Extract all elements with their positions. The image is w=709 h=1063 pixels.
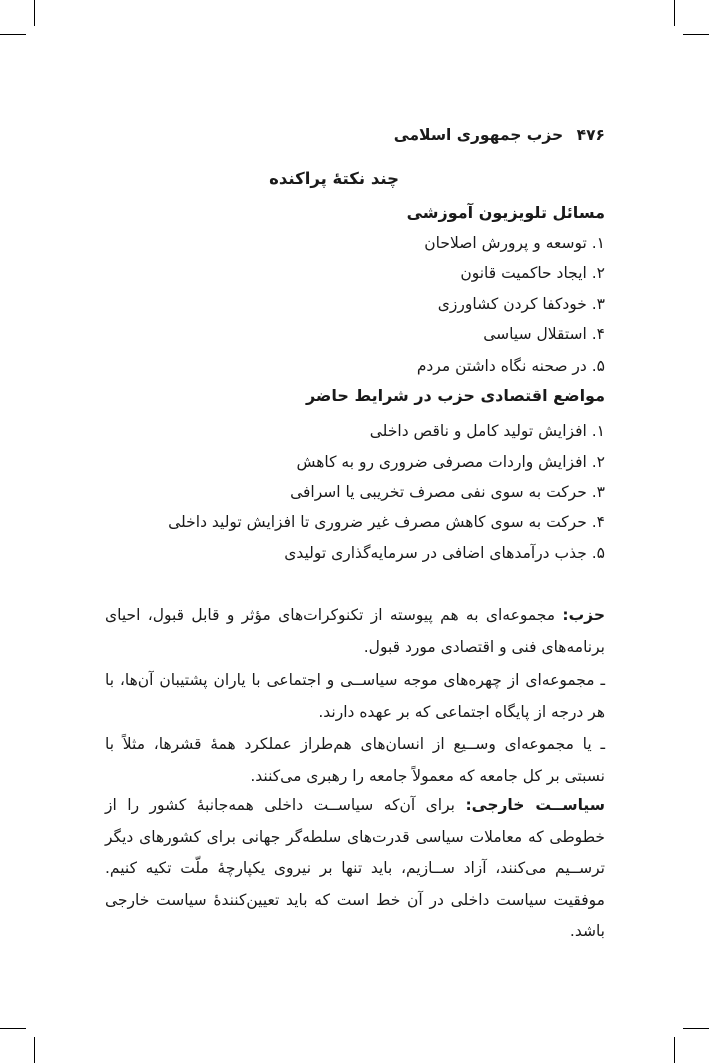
definition-hezb-alt-1: ـ مجموعه‌ای از چهره‌های موجه سیاســی و اجتماعی با یاران پشتیبان آن‌ها، با هر درجه از پایگاه اجتماعی که بر عهده دارند.	[105, 671, 605, 721]
list-item: ۲. افزایش واردات مصرفی ضروری رو به کاهش	[296, 453, 605, 471]
list-item: ۱. توسعه و پرورش اصلاحان	[424, 234, 605, 252]
list-item: ۴. حرکت به سوی کاهش مصرف غیر ضروری تا افزایش تولید داخلی	[168, 513, 605, 531]
list-heading-education-tv: مسائل تلویزیون آموزشی	[406, 203, 605, 222]
definition-term: سیاســت خارجی:	[465, 796, 605, 814]
definition-hezb-alt-2: ـ یا مجموعه‌ای وســیع از انسان‌های هم‌طراز عملکرد همهٔ قشرها، مثلاً با نسبتی بر کل جامعه که معمولاً جامعه را رهبری می‌کنند.	[105, 735, 605, 785]
running-header	[394, 124, 605, 146]
page-number: ۴۷۶	[576, 126, 605, 144]
definition-text: برای آن‌که سیاســت داخلی همه‌جانبهٔ کشور را از خطوطی که معاملات سیاسی قدرت‌های سلطه‌گر جهانی برای کشورهای دیگر ترســیم می‌کنند، آزاد ســازیم، باید تنها بر نیروی یکپارچهٔ ملّت تکیه کنیم. موفقیت سیاست داخلی در آن خط است که باید تعیین‌کنندهٔ سیاست خارجی باشد.	[105, 796, 605, 941]
list-item: ۱. افزایش تولید کامل و ناقص داخلی	[369, 422, 605, 440]
definition-hezb	[105, 600, 605, 663]
list-item: ۵. جذب درآمدهای اضافی در سرمایه‌گذاری تولیدی	[284, 544, 605, 562]
definition-foreign-policy	[105, 790, 605, 948]
list-item: ۵. در صحنه نگاه داشتن مردم	[416, 357, 605, 375]
definition-text: مجموعه‌ای به هم پیوسته از تکنوکرات‌های مؤثر و قابل قبول، احیای برنامه‌های فنی و اقتصادی مورد قبول.	[105, 606, 605, 656]
running-title: حزب جمهوری اسلامی	[393, 126, 564, 144]
list-item: ۳. خودکفا کردن کشاورزی	[437, 295, 605, 313]
section-title: چند نکتهٔ پراکنده	[269, 169, 399, 188]
list-item: ۲. ایجاد حاکمیت قانون	[460, 264, 605, 282]
list-item: ۴. استقلال سیاسی	[483, 325, 605, 343]
list-heading-economic-positions: مواضع اقتصادی حزب در شرایط حاضر	[305, 386, 605, 405]
list-item: ۳. حرکت به سوی نفی مصرف تخریبی یا اسرافی	[290, 483, 605, 501]
definition-term: حزب:	[562, 606, 605, 624]
